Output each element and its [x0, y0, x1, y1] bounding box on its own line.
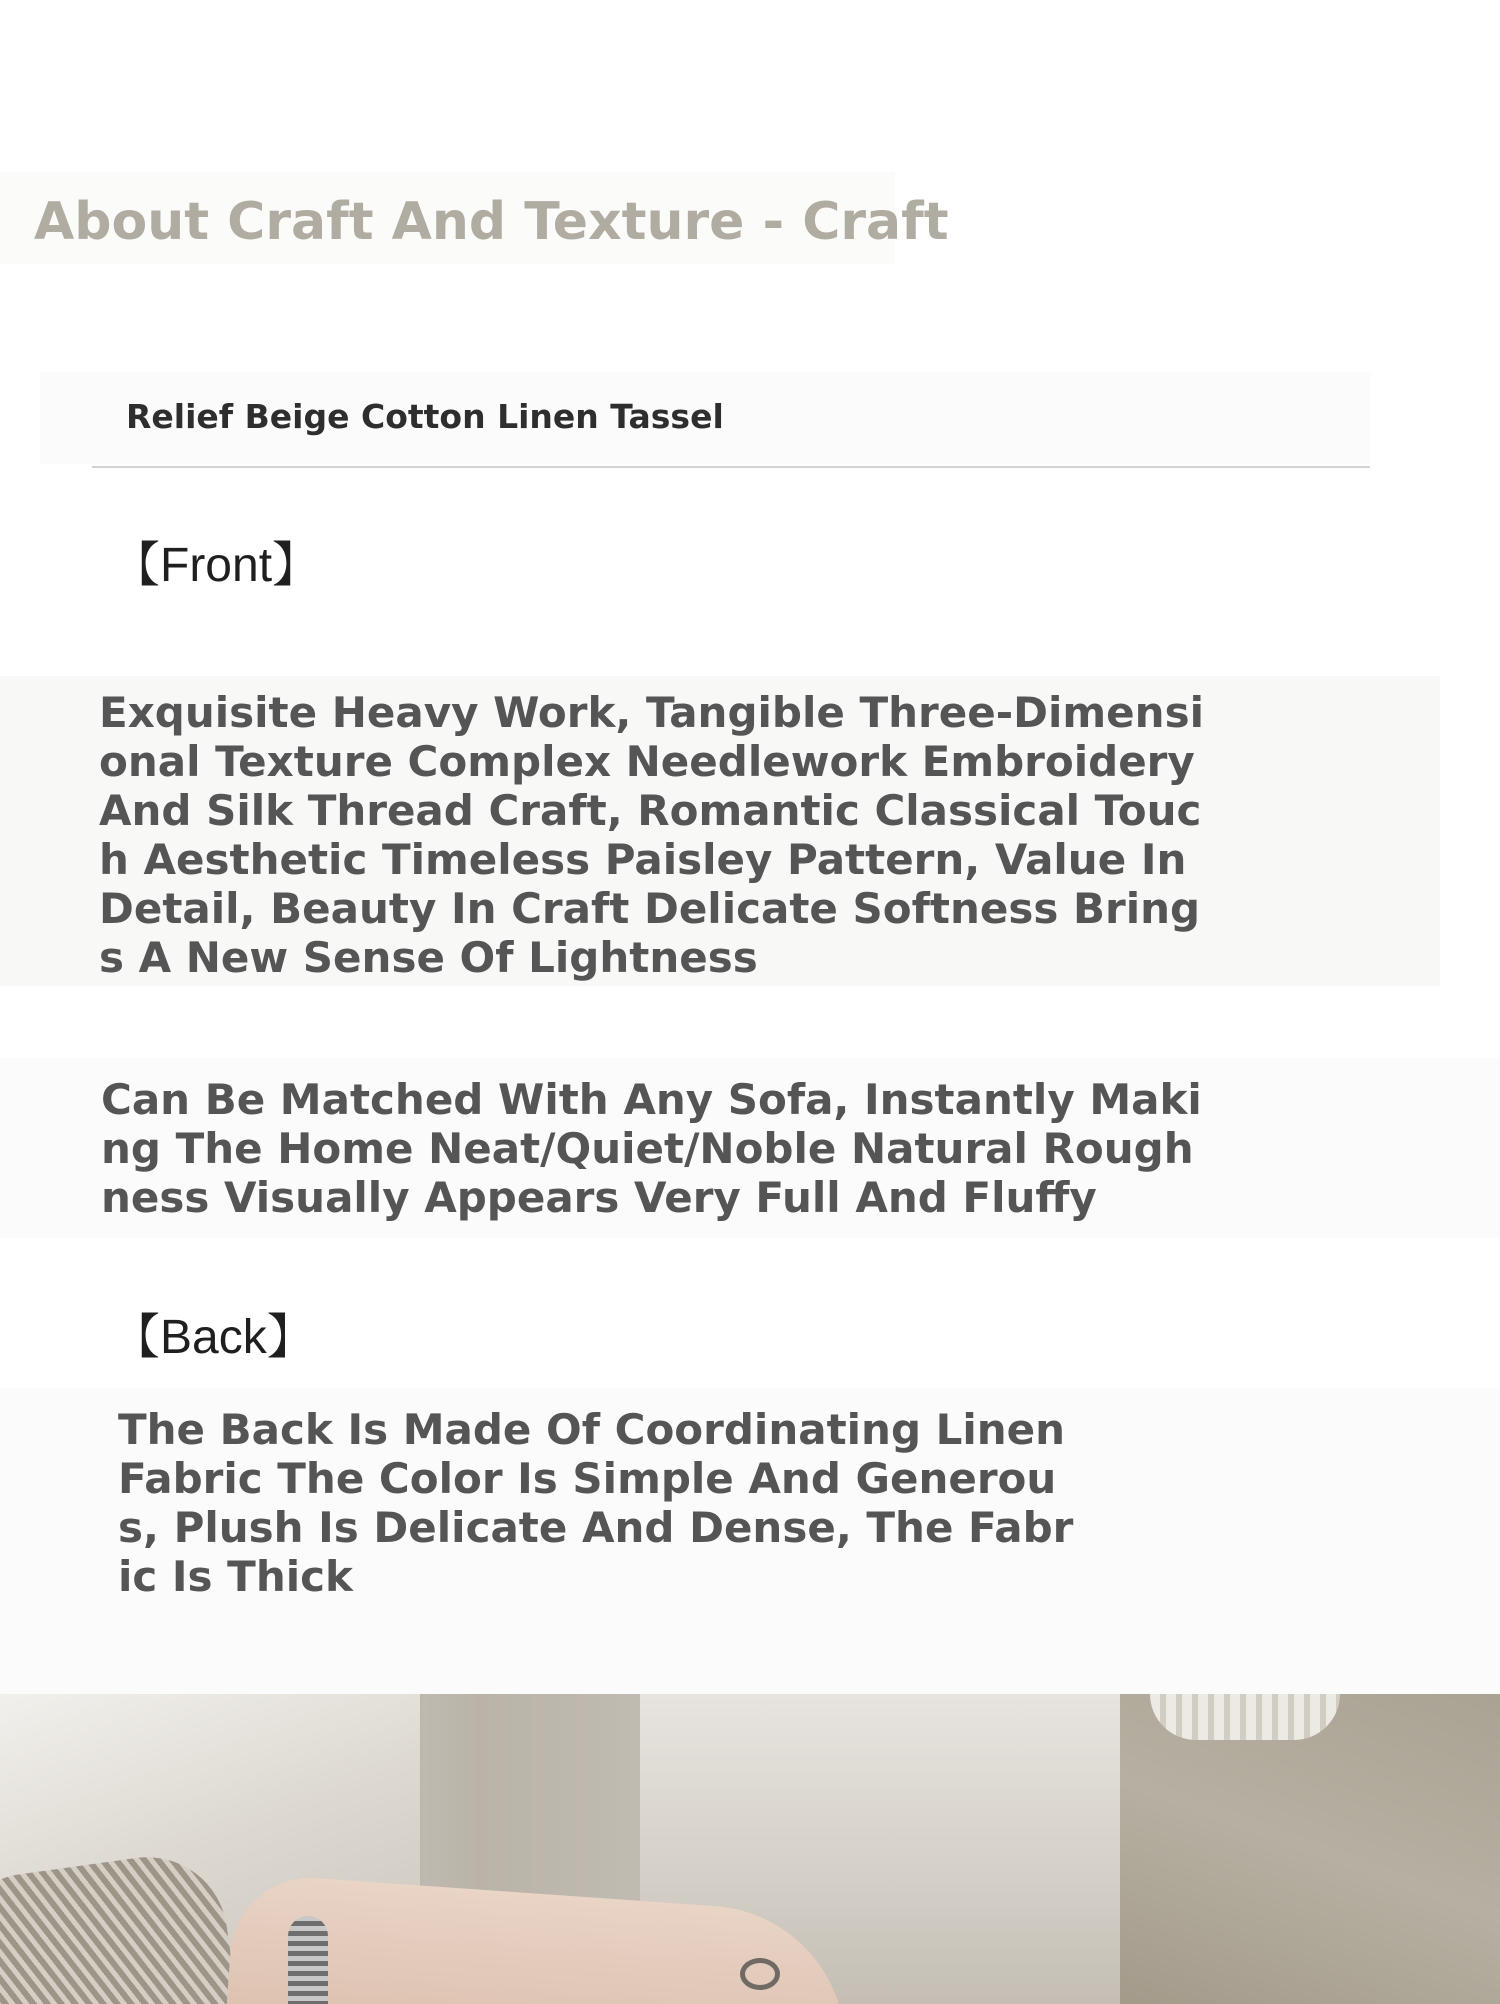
front-description-craft: Exquisite Heavy Work, Tangible Three-Dimensional Texture Complex Needlework Embroidery And Silk Thread Craft, Romantic Classical Touch Aesthetic Timeless Paisley Pattern, Value In Detail, Beauty In Craft Delicate Softness Brings A New Sense Of Lightness — [99, 688, 1204, 982]
section-divider — [92, 466, 1370, 468]
page-title: About Craft And Texture - Craft — [34, 192, 949, 252]
bracelet-shape — [288, 1916, 328, 2004]
front-heading: 【Front】 — [112, 539, 321, 592]
embroidery-detail-shape — [1150, 1694, 1340, 1740]
product-lifestyle-photo — [0, 1694, 1500, 2004]
back-description: The Back Is Made Of Coordinating Linen Fabric The Color Is Simple And Generous, Plush Is Delicate And Dense, The Fabric Is Thick — [118, 1405, 1074, 1601]
linen-cushion-shape — [1120, 1694, 1500, 2004]
ring-shape — [740, 1958, 780, 1990]
product-name: Relief Beige Cotton Linen Tassel — [126, 397, 724, 436]
front-description-matching: Can Be Matched With Any Sofa, Instantly Making The Home Neat/Quiet/Noble Natural Roughness Visually Appears Very Full And Fluffy — [101, 1075, 1202, 1222]
back-heading: 【Back】 — [112, 1311, 315, 1364]
